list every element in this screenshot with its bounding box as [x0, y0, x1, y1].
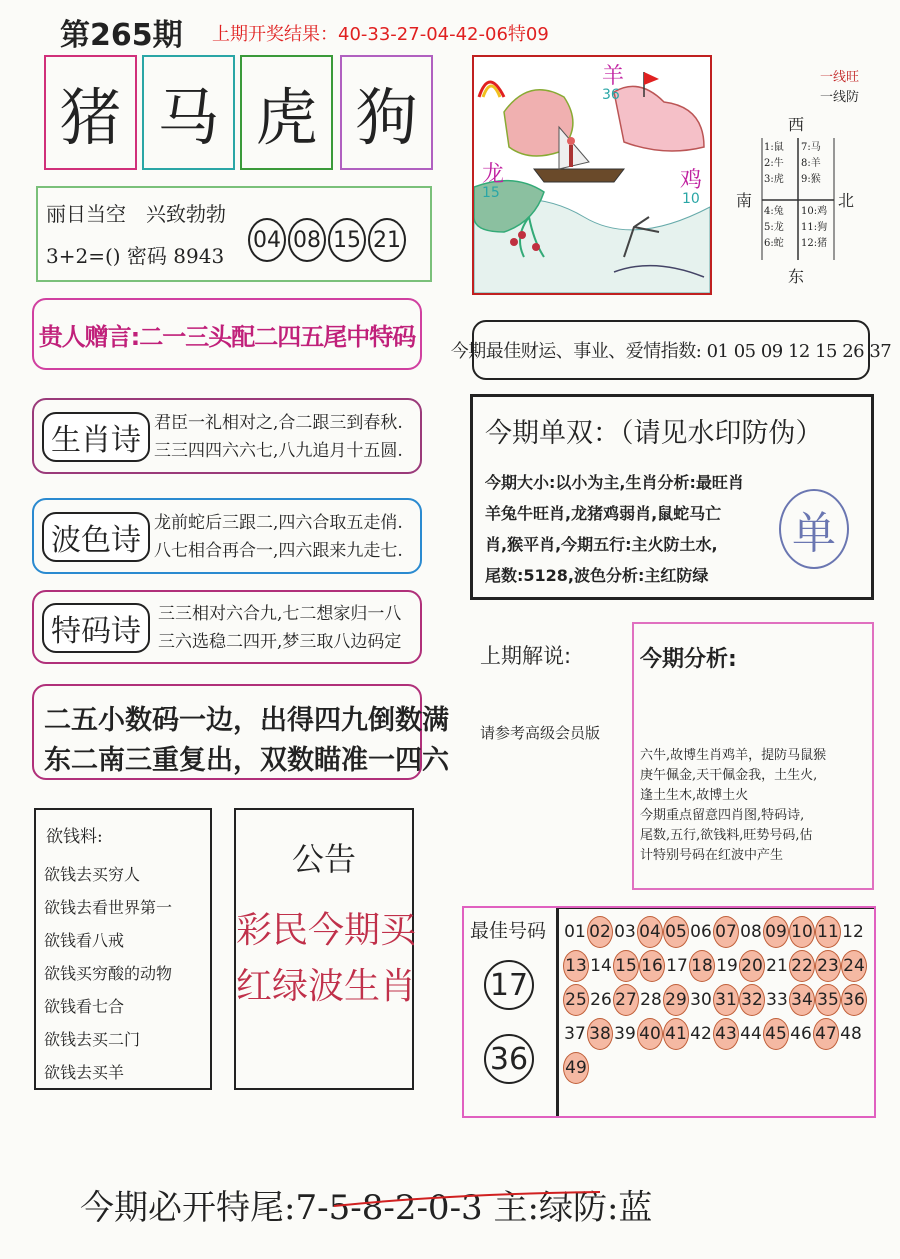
- painting-label: 10: [682, 191, 700, 207]
- compass-east: 东: [788, 267, 805, 286]
- grid-number: 26: [590, 990, 612, 1010]
- compass-cell: 2:牛: [764, 158, 784, 169]
- poem-box-special: [32, 590, 422, 664]
- poem-line: 君臣一礼相对之,合二跟三到春秋.: [154, 413, 403, 433]
- grid-number: 34: [789, 984, 815, 1016]
- grid-number: 01: [564, 922, 586, 942]
- single-double-title: 今期单双：（请见水印防伪）: [485, 418, 823, 449]
- grid-number: 36: [841, 984, 867, 1016]
- riddle-number: 21: [368, 218, 406, 262]
- grid-number: 15: [613, 950, 639, 982]
- money-box: [34, 808, 212, 1090]
- legend-hot: 一线旺: [820, 70, 860, 85]
- couplet-line: 东二南三重复出，双数瞄准一四六: [44, 745, 449, 776]
- analysis-body: [640, 746, 826, 866]
- grid-number: 29: [663, 984, 689, 1016]
- line-legend: [820, 68, 859, 108]
- riddle-number: 04: [248, 218, 286, 262]
- single-double-line: 今期大小:以小为主,生肖分析:最旺肖: [485, 473, 744, 492]
- grid-number: 35: [815, 984, 841, 1016]
- grid-number: 44: [740, 1024, 762, 1044]
- last-result: 上期开奖结果：40-33-27-04-42-06特09: [212, 24, 549, 45]
- legend-guard: 一线防: [820, 90, 860, 105]
- grid-number: 09: [763, 916, 789, 948]
- grid-number: 11: [815, 916, 841, 948]
- compass-cell: 7:马: [801, 142, 821, 153]
- grid-number: 46: [790, 1024, 812, 1044]
- notice-title: 公告: [291, 840, 356, 878]
- painting-label: 鸡: [680, 168, 703, 193]
- compass-west: 西: [788, 115, 805, 134]
- poem-label: 波色诗: [42, 512, 150, 562]
- landscape-painting: [472, 55, 712, 295]
- money-title: 欲钱料:: [46, 827, 103, 847]
- grid-number: 32: [739, 984, 765, 1016]
- couplet-line: 二五小数码一边，出得四九倒数满: [44, 705, 449, 736]
- compass-north: 北: [838, 191, 855, 210]
- grid-number: 06: [690, 922, 712, 942]
- single-double-line: 羊兔牛旺肖,龙猪鸡弱肖,鼠蛇马亡: [485, 504, 722, 523]
- poem-line: 龙前蛇后三跟二,四六合取五走俏.: [154, 513, 403, 533]
- grid-number: 05: [663, 916, 689, 948]
- notice-box: [234, 808, 417, 1090]
- grid-number: 47: [813, 1018, 839, 1050]
- single-double-body: [485, 467, 744, 591]
- analysis-line: 今期重点留意四肖图,特码诗,: [640, 808, 805, 823]
- analysis-line: 逢土生木,故博土火: [640, 788, 749, 803]
- grid-number: 27: [613, 984, 639, 1016]
- riddle-line-1: 丽日当空 兴致勃勃: [46, 202, 226, 226]
- money-item: 欲钱买穷酸的动物: [44, 964, 173, 983]
- compass-cell: 10:鸡: [801, 206, 828, 217]
- best-numbers-title: 最佳号码: [470, 920, 547, 942]
- compass-cell: 1:鼠: [764, 142, 784, 153]
- best-numbers-box: [462, 906, 876, 1118]
- money-list: [44, 858, 172, 1089]
- poem-box-color: [32, 498, 422, 574]
- watermark-stamp: 单: [779, 489, 849, 569]
- single-double-line: 尾数:5128,波色分析:主红防绿: [485, 566, 709, 585]
- grid-number: 12: [842, 922, 864, 942]
- compass-cell: 5:龙: [764, 222, 784, 233]
- grid-number: 17: [666, 956, 688, 976]
- compass-south: 南: [736, 191, 753, 210]
- analysis-title: 今期分析:: [640, 647, 737, 672]
- grid-number: 07: [713, 916, 739, 948]
- poem-label: 特码诗: [42, 603, 150, 653]
- notice-line: 红绿波生肖: [236, 966, 417, 1007]
- riddle-numbers: [248, 218, 408, 262]
- grid-number: 24: [841, 950, 867, 982]
- money-item: 欲钱看七合: [44, 997, 125, 1016]
- grid-number: 20: [739, 950, 765, 982]
- grid-number: 45: [763, 1018, 789, 1050]
- grid-number: 28: [640, 990, 662, 1010]
- couplet-box: [32, 684, 449, 780]
- compass-cell: 4:兔: [764, 206, 784, 217]
- grid-number: 08: [740, 922, 762, 942]
- notice-line: 彩民今期买: [236, 910, 417, 951]
- painting-label: 36: [602, 87, 620, 103]
- grid-number: 02: [587, 916, 613, 948]
- poem-line: 三六选稳二四开,梦三取八边码定: [158, 632, 402, 652]
- riddle-number: 08: [288, 218, 326, 262]
- grid-number: 42: [690, 1024, 712, 1044]
- grid-number: 13: [563, 950, 589, 982]
- footer-strike: [330, 1186, 610, 1216]
- riddle-box: [36, 186, 432, 282]
- analysis-line: 六牛,故博生肖鸡羊，提防马鼠猴: [640, 748, 827, 763]
- single-double-box: [470, 394, 874, 600]
- poem-line: 三三相对六合九,七二想家归一八: [158, 604, 402, 624]
- zodiac-box-4: 狗: [340, 55, 433, 170]
- painting-label: 龙: [482, 162, 505, 187]
- grid-number: 39: [614, 1024, 636, 1044]
- grid-number: 10: [789, 916, 815, 948]
- money-item: 欲钱去买羊: [44, 1063, 125, 1082]
- poem-line: 八七相合再合一,四六跟来九走七.: [154, 541, 403, 561]
- grid-number: 38: [587, 1018, 613, 1050]
- grid-number: 03: [614, 922, 636, 942]
- grid-number: 23: [815, 950, 841, 982]
- fortune-box: [450, 320, 892, 380]
- grid-number: 25: [563, 984, 589, 1016]
- compass-cell: 11:狗: [801, 222, 828, 233]
- riddle-number: 15: [328, 218, 366, 262]
- zodiac-box-2: 马: [142, 55, 235, 170]
- last-explain-note: 请参考高级会员版: [480, 724, 601, 742]
- number-grid: [556, 908, 874, 1116]
- issue-title: 第265期: [60, 18, 183, 53]
- compass-diagram: [734, 116, 864, 292]
- grid-number: 30: [690, 990, 712, 1010]
- grid-number: 18: [689, 950, 715, 982]
- last-explain-title: 上期解说:: [480, 644, 572, 668]
- grid-number: 49: [563, 1052, 589, 1084]
- poem-label: 生肖诗: [42, 412, 150, 462]
- zodiac-box-3: 虎: [240, 55, 333, 170]
- poem-line: 三三四四六六七,八九追月十五圆.: [154, 441, 403, 461]
- grid-number: 21: [766, 956, 788, 976]
- grid-number: 37: [564, 1024, 586, 1044]
- poem-box-zodiac: [32, 398, 422, 474]
- grid-number: 31: [713, 984, 739, 1016]
- analysis-line: 尾数,五行,欲钱料,旺势号码,估: [640, 828, 813, 843]
- grid-number: 14: [590, 956, 612, 976]
- noble-gift-text: 贵人赠言:二一三头配二四五尾中特码: [38, 322, 416, 351]
- grid-number: 22: [789, 950, 815, 982]
- grid-number: 33: [766, 990, 788, 1010]
- painting-label: 羊: [602, 64, 625, 89]
- riddle-line-2: 3+2=() 密码 8943: [46, 244, 225, 268]
- grid-number: 43: [713, 1018, 739, 1050]
- compass-cell: 8:羊: [801, 158, 821, 169]
- painting-label: 15: [482, 185, 500, 201]
- best-pick: 17: [484, 960, 534, 1010]
- money-item: 欲钱去看世界第一: [44, 898, 173, 917]
- compass-cell: 9:猴: [801, 174, 821, 185]
- money-item: 欲钱去买穷人: [44, 865, 141, 884]
- footer-tail: 今期必开特尾:7-5-8-2-0-3 主:绿防:蓝: [80, 1188, 653, 1228]
- grid-number: 19: [716, 956, 738, 976]
- grid-number: 16: [639, 950, 665, 982]
- money-item: 欲钱去买二门: [44, 1030, 141, 1049]
- compass-cell: 12:猪: [801, 238, 828, 249]
- zodiac-box-1: 猪: [44, 55, 137, 170]
- single-double-line: 肖,猴平肖,今期五行:主火防土水,: [485, 535, 718, 554]
- grid-number: 04: [637, 916, 663, 948]
- analysis-line: 庚午佩金,天干佩金我，土生火,: [640, 768, 818, 783]
- compass-cell: 3:虎: [764, 174, 784, 185]
- best-pick: 36: [484, 1034, 534, 1084]
- landscape-illustration: [474, 57, 710, 293]
- grid-number: 41: [663, 1018, 689, 1050]
- compass-lines: [734, 116, 864, 292]
- compass-cell: 6:蛇: [764, 238, 784, 249]
- analysis-box: [632, 622, 874, 890]
- noble-gift-box: [32, 298, 422, 370]
- fortune-text: 今期最佳财运、事业、爱情指数: 01 05 09 12 15 26 37: [450, 341, 892, 362]
- grid-number: 48: [840, 1024, 862, 1044]
- money-item: 欲钱看八戒: [44, 931, 125, 950]
- analysis-line: 计特别号码在红波中产生: [640, 848, 784, 863]
- grid-number: 40: [637, 1018, 663, 1050]
